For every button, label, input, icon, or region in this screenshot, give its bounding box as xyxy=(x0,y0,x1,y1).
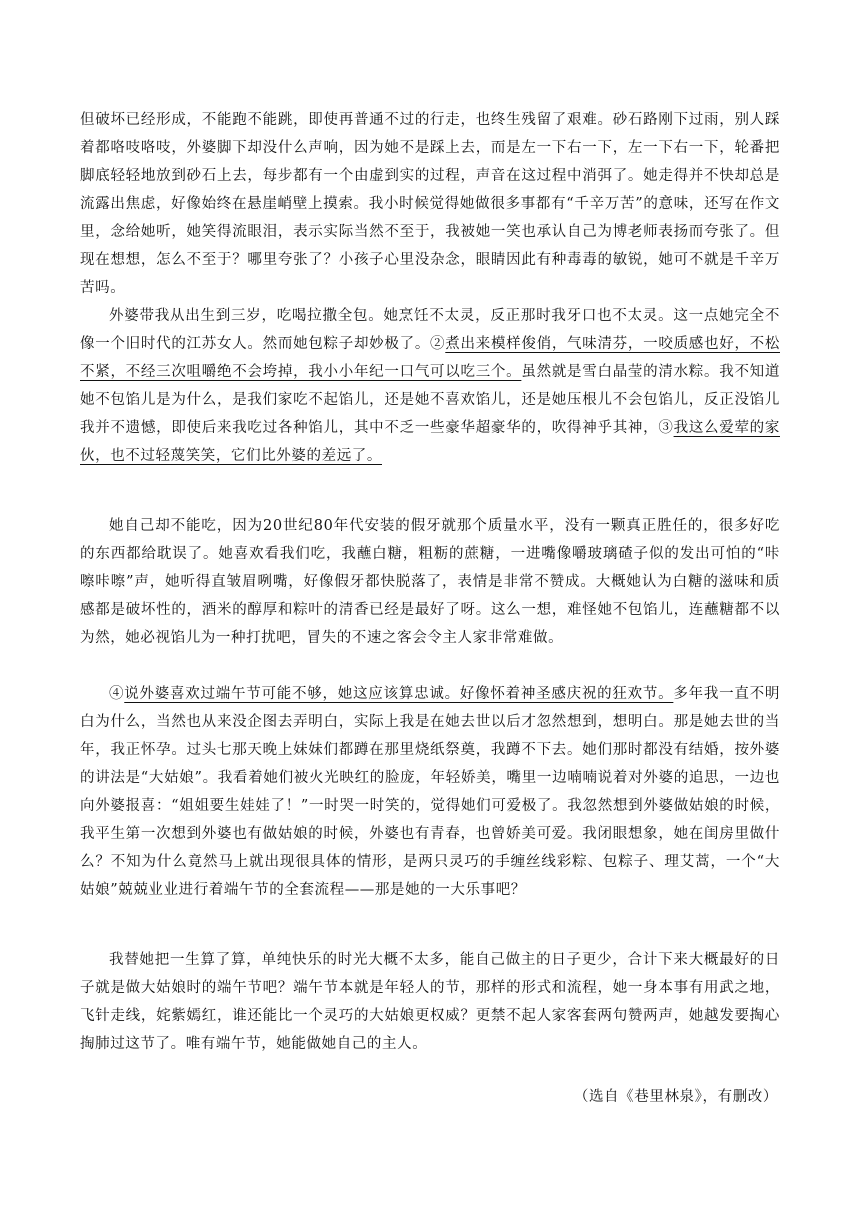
paragraph-3-text: 她自己却不能吃，因为20世纪80年代安装的假牙就那个质量水平，没有一颗真正胜任的，很多好吃的东西都给耽误了。她喜欢看我们吃，我蘸白糖，粗粝的蔗糖，一进嘴像嚼玻璃碴子似的发出可怕的“咔嚓咔嚓”声，她听得直皱眉咧嘴，好像假牙都快脱落了，表情是非常不赞成。大概她认为白糖的滋味和质感都是破坏性的，酒米的醇厚和粽叶的清香已经是最好了呀。这么一想，难怪她不包馅儿，连蘸糖都不以为然，她必视馅儿为一种打扰吧，冒失的不速之客会令主人家非常难做。 xyxy=(80,518,780,646)
paragraph-3 xyxy=(80,512,780,652)
underlined-sentence-2: 煮出来模样俊俏，气味清芬，一咬质感也好，不松不紧，不经三次咀嚼绝不会垮掉，我小小年纪一口气可以吃三个。 xyxy=(80,336,780,380)
paragraph-1-text: 但破坏已经形成，不能跑不能跳，即使再普通不过的行走，也终生残留了艰难。砂石路刚下过雨，别人踩着都咯吱咯吱，外婆脚下却没什么声响，因为她不是踩上去，而是左一下右一下，左一下右一下，轮番把脚底轻轻地放到砂石上去，每步都有一个由虚到实的过程，声音在这过程中消弭了。她走得并不快却总是流露出焦虑，好像始终在悬崖峭壁上摸索。我小时候觉得她做很多事都有“千辛万苦”的意味，还写在作文里，念给她听，她笑得流眼泪，表示实际当然不至于，我被她一笑也承认自己为博老师表扬而夸张了。但现在想想，怎么不至于？哪里夸张了？小孩子心里没杂念，眼睛因此有种毒毒的敏锐，她可不就是千辛万苦吗。 xyxy=(80,112,780,296)
paragraph-5-text: 我替她把一生算了算，单纯快乐的时光大概不太多，能自己做主的日子更少，合计下来大概最好的日子就是做大姑娘时的端午节吧？端午节本就是年轻人的节，那样的形式和流程，她一身本事有用武之地，飞针走线，姹紫嫣红，谁还能比一个灵巧的大姑娘更权威？更禁不起人家客套两句赞两声，她越发要掏心掏肺过这节了。唯有端午节，她能做她自己的主人。 xyxy=(80,952,780,1052)
paragraph-2 xyxy=(80,302,780,470)
underlined-sentence-4: 说外婆喜欢过端午节可能不够，她这应该算忠诚。好像怀着神圣感庆祝的狂欢节。 xyxy=(124,686,674,702)
paragraph-4-text: 多年我一直不明白为什么，当然也从来没企图去弄明白，实际上我是在她去世以后才忽然想到，想明白。那是她去世的当年，我正怀孕。过头七那天晚上妹妹们都蹲在那里烧纸祭奠，我蹲不下去。她们那时都没有结婚，按外婆的讲法是“大姑娘”。我看着她们被火光映红的脸庞，年轻娇美，嘴里一边喃喃说着对外婆的追思，一边也向外婆报喜：“姐姐要生娃娃了！”一时哭一时笑的，觉得她们可爱极了。我忽然想到外婆做姑娘的时候，我平生第一次想到外婆也有做姑娘的时候，外婆也有青春，也曾娇美可爱。我闭眼想象，她在闺房里做什么？不知为什么竟然马上就出现很具体的情形，是两只灵巧的手缠丝线彩粽、包粽子、理艾蒿，一个“大姑娘”兢兢业业进行着端午节的全套流程——那是她的一大乐事吧？ xyxy=(80,686,780,898)
paragraph-5 xyxy=(80,946,780,1058)
paragraph-4 xyxy=(80,680,780,904)
paragraph-2-text-b: 虽然就是雪白晶莹的清水粽。我不知道她不包馅儿是为什么，是我们家吃不起馅儿，还是她不喜欢馅儿，还是她压根儿不会包馅儿，反正没馅儿我并不遗憾，即使后来我吃过各种馅儿，其中不乏一些豪华超豪华的，吹得神乎其神，③ xyxy=(80,364,780,436)
circled-number-4: ④ xyxy=(109,686,125,702)
underlined-sentence-3: 我这么爱荤的家伙，也不过轻蔑笑笑，它们比外婆的差远了。 xyxy=(80,420,780,464)
source-citation: （选自《巷里林泉》，有删改） xyxy=(573,1089,778,1105)
paragraph-1 xyxy=(80,106,780,302)
paragraph-2-text-a: 外婆带我从出生到三岁，吃喝拉撒全包。她烹饪不太灵，反正那时我牙口也不太灵。这一点她完全不像一个旧时代的江苏女人。然而她包粽子却妙极了。② xyxy=(80,308,780,352)
